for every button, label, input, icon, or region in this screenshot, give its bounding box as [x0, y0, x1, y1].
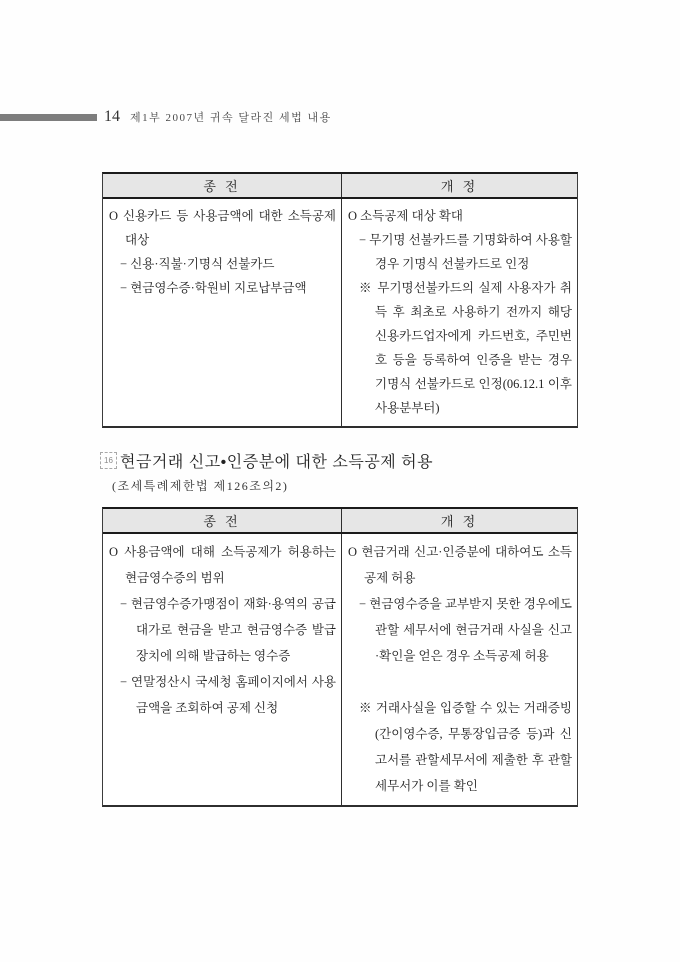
table-cell-paragraph: − 신용·직불·기명식 선불카드: [120, 257, 275, 271]
table-cell-paragraph: O 신용카드 등 사용금액에 대한 소득공제 대상: [109, 209, 336, 247]
comparison-table-cash-report: [102, 507, 578, 807]
section-subtitle: (조세특례제한법 제126조의2): [112, 479, 289, 493]
running-header: [0, 106, 680, 128]
list-marker: −: [120, 675, 128, 689]
running-title: 제1부 2007년 귀속 달라진 세법 내용: [130, 112, 332, 124]
table-body-row: [103, 199, 577, 426]
table-cell-paragraph: O 사용금액에 대해 소득공제가 허용하는 현금영수증의 범위: [109, 545, 336, 585]
table-cell-paragraph: ※ 무기명선불카드의 실제 사용자가 취득 후 최초로 사용하기 전까지 해당 신용카드업자에게 카드번호, 주민번호 등을 등록하여 인증을 받는 경우 기명식 선불카드로 인정(06.12.1 이후 사용분부터): [359, 281, 572, 415]
column-header-after: 개 정: [440, 514, 479, 529]
column-header-before: 종 전: [103, 174, 342, 197]
list-marker: O: [109, 545, 119, 559]
table-cell-paragraph: − 현금영수증·학원비 지로납부금액: [120, 281, 307, 295]
list-marker: ※: [359, 281, 373, 295]
list-marker: −: [359, 597, 367, 611]
list-marker: O: [348, 209, 358, 223]
after-cell: [342, 199, 577, 426]
table-header-row: [103, 174, 577, 199]
section-number-badge: 16: [100, 452, 117, 469]
table-cell-paragraph: − 무기명 선불카드를 기명화하여 사용할 경우 기명식 선불카드로 인정: [359, 233, 572, 271]
list-marker: −: [120, 597, 128, 611]
section-heading: [100, 449, 580, 494]
table-cell-paragraph: ※ 거래사실을 입증할 수 있는 거래증빙(간이영수증, 무통장입금증 등)과 신고서를 관할세무서에 제출한 후 관할 세무서가 이를 확인: [359, 701, 572, 793]
table-cell-paragraph: O 소득공제 대상 확대: [348, 209, 464, 223]
list-marker: O: [348, 545, 358, 559]
before-cell: [103, 199, 342, 426]
column-header-after: 개 정: [440, 179, 479, 194]
table-cell-paragraph: − 현금영수증을 교부받지 못한 경우에도 관할 세무서에 현금거래 사실을 신고·확인을 얻은 경우 소득공제 허용: [359, 597, 572, 663]
list-marker: O: [109, 209, 119, 223]
list-marker: −: [359, 233, 367, 247]
after-cell: [342, 534, 577, 805]
before-cell: [103, 534, 342, 805]
table-cell-paragraph: − 현금영수증가맹점이 재화·용역의 공급 대가로 현금을 받고 현금영수증 발급 장치에 의해 발급하는 영수증: [120, 597, 336, 663]
header-rule-bar: [0, 114, 97, 121]
table-cell-paragraph: O 현금거래 신고·인증분에 대하여도 소득공제 허용: [348, 545, 572, 585]
table-header-row: [103, 509, 577, 534]
section-title: 현금거래 신고•인증분에 대한 소득공제 허용: [120, 454, 434, 471]
table-body-row: [103, 534, 577, 805]
list-marker: −: [120, 281, 128, 295]
section-title-line: [100, 449, 580, 472]
list-marker: −: [120, 257, 128, 271]
table-cell-paragraph: − 연말정산시 국세청 홈페이지에서 사용 금액을 조회하여 공제 신청: [120, 675, 336, 715]
list-marker: ※: [359, 701, 373, 715]
page-number: 14: [104, 108, 120, 125]
comparison-table-card-deduction: [102, 172, 578, 428]
column-header-before: 종 전: [103, 509, 342, 532]
